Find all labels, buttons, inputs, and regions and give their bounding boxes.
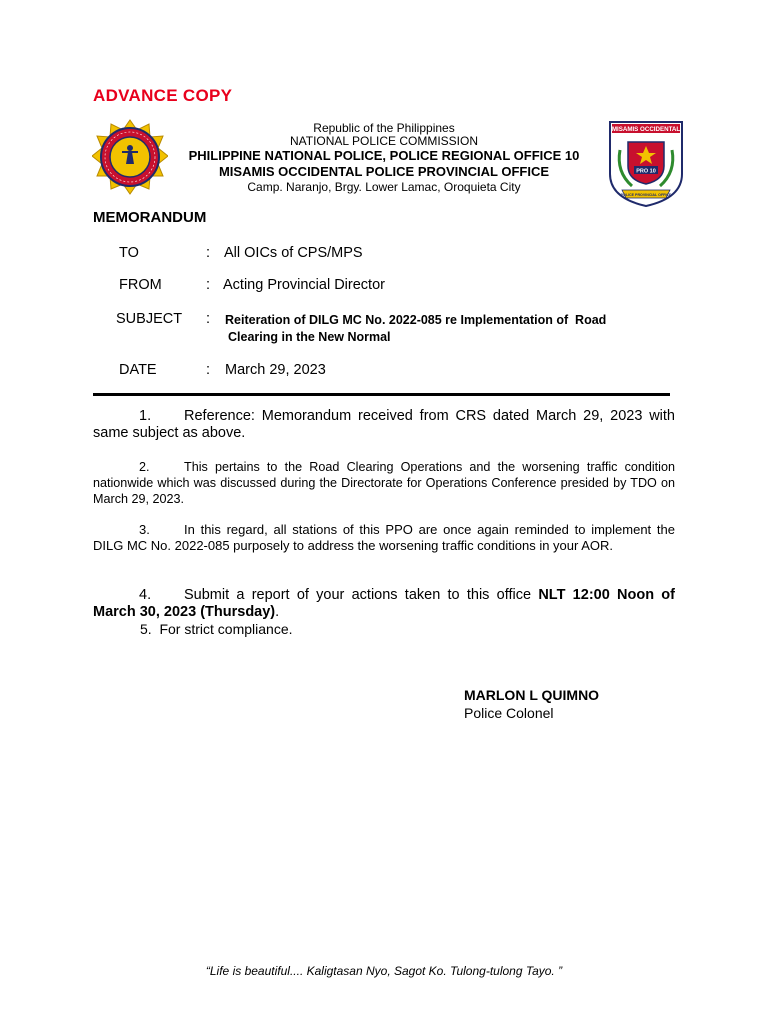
date-value: March 29, 2023	[225, 362, 326, 378]
paragraph-4-text: Submit a report of your actions taken to this office	[184, 587, 532, 603]
pnp-seal-logo	[92, 118, 168, 202]
header-republic: Republic of the Philippines	[313, 121, 455, 135]
signatory-name: MARLON L QUIMNO	[464, 687, 600, 703]
paragraph-2	[93, 459, 675, 507]
date-label: DATE	[119, 362, 157, 378]
advance-copy-stamp: ADVANCE COPY	[93, 86, 233, 105]
to-colon: :	[206, 245, 211, 261]
to-label: TO	[119, 245, 139, 261]
header-office: PHILIPPINE NATIONAL POLICE, POLICE REGIONAL OFFICE 10	[188, 148, 580, 163]
header-divider	[93, 393, 670, 396]
subject-colon: :	[206, 311, 211, 327]
paragraph-1	[93, 408, 675, 442]
subject-line-1: Reiteration of DILG MC No. 2022-085 re Implementation of Road	[225, 313, 607, 327]
memo-title: MEMORANDUM	[93, 209, 207, 226]
paragraph-4-number: 4.	[139, 587, 152, 603]
header-provincial-office: MISAMIS OCCIDENTAL POLICE PROVINCIAL OFFICE	[218, 164, 550, 179]
badge-ribbon-text: POLICE PROVINCIAL OFFICE	[620, 193, 672, 197]
badge-banner-text: MISAMIS OCCIDENTAL	[611, 126, 681, 133]
paragraph-2-number: 2.	[139, 460, 150, 474]
footer-motto: “Life is beautiful.... Kaligtasan Nyo, Sagot Ko. Tulong-tulong Tayo. ”	[205, 964, 563, 978]
ppo-badge-logo	[606, 120, 686, 208]
paragraph-4-deadline: NLT 12:00 Noon of March 30, 2023 (Thursday)	[93, 587, 675, 620]
paragraph-5-number: 5.	[140, 621, 152, 637]
paragraph-3-text: In this regard, all stations of this PPO are once again reminded to implement the DILG MC No. 2022-085 purposely to address the worsening traffic conditions in your AOR.	[93, 522, 675, 553]
to-value: All OICs of CPS/MPS	[224, 245, 363, 261]
paragraph-2-text: This pertains to the Road Clearing Operations and the worsening traffic condition nationwide which was discussed during the Directorate for Operations Conference presided by TDO on March 29, 2023.	[93, 460, 675, 506]
date-colon: :	[206, 362, 211, 378]
signatory-rank: Police Colonel	[464, 705, 554, 721]
badge-center-text: PRO 10	[636, 168, 656, 175]
header-address: Camp. Naranjo, Brgy. Lower Lamac, Oroquieta City	[247, 180, 521, 194]
paragraph-5-text: For strict compliance.	[159, 621, 293, 637]
paragraph-5	[140, 621, 293, 637]
subject-line-2: Clearing in the New Normal	[228, 330, 391, 344]
subject-label: SUBJECT	[116, 311, 183, 327]
paragraph-3	[93, 522, 675, 554]
paragraph-1-text: Reference: Memorandum received from CRS dated March 29, 2023 with same subject as above.	[93, 408, 675, 441]
paragraph-4	[93, 587, 675, 621]
from-colon: :	[206, 277, 211, 293]
from-label: FROM	[119, 277, 162, 293]
paragraph-3-number: 3.	[139, 522, 150, 537]
from-value: Acting Provincial Director	[223, 277, 385, 293]
paragraph-4-end: .	[275, 604, 280, 620]
paragraph-1-number: 1.	[139, 408, 152, 424]
header-commission: NATIONAL POLICE COMMISSION	[289, 134, 479, 148]
